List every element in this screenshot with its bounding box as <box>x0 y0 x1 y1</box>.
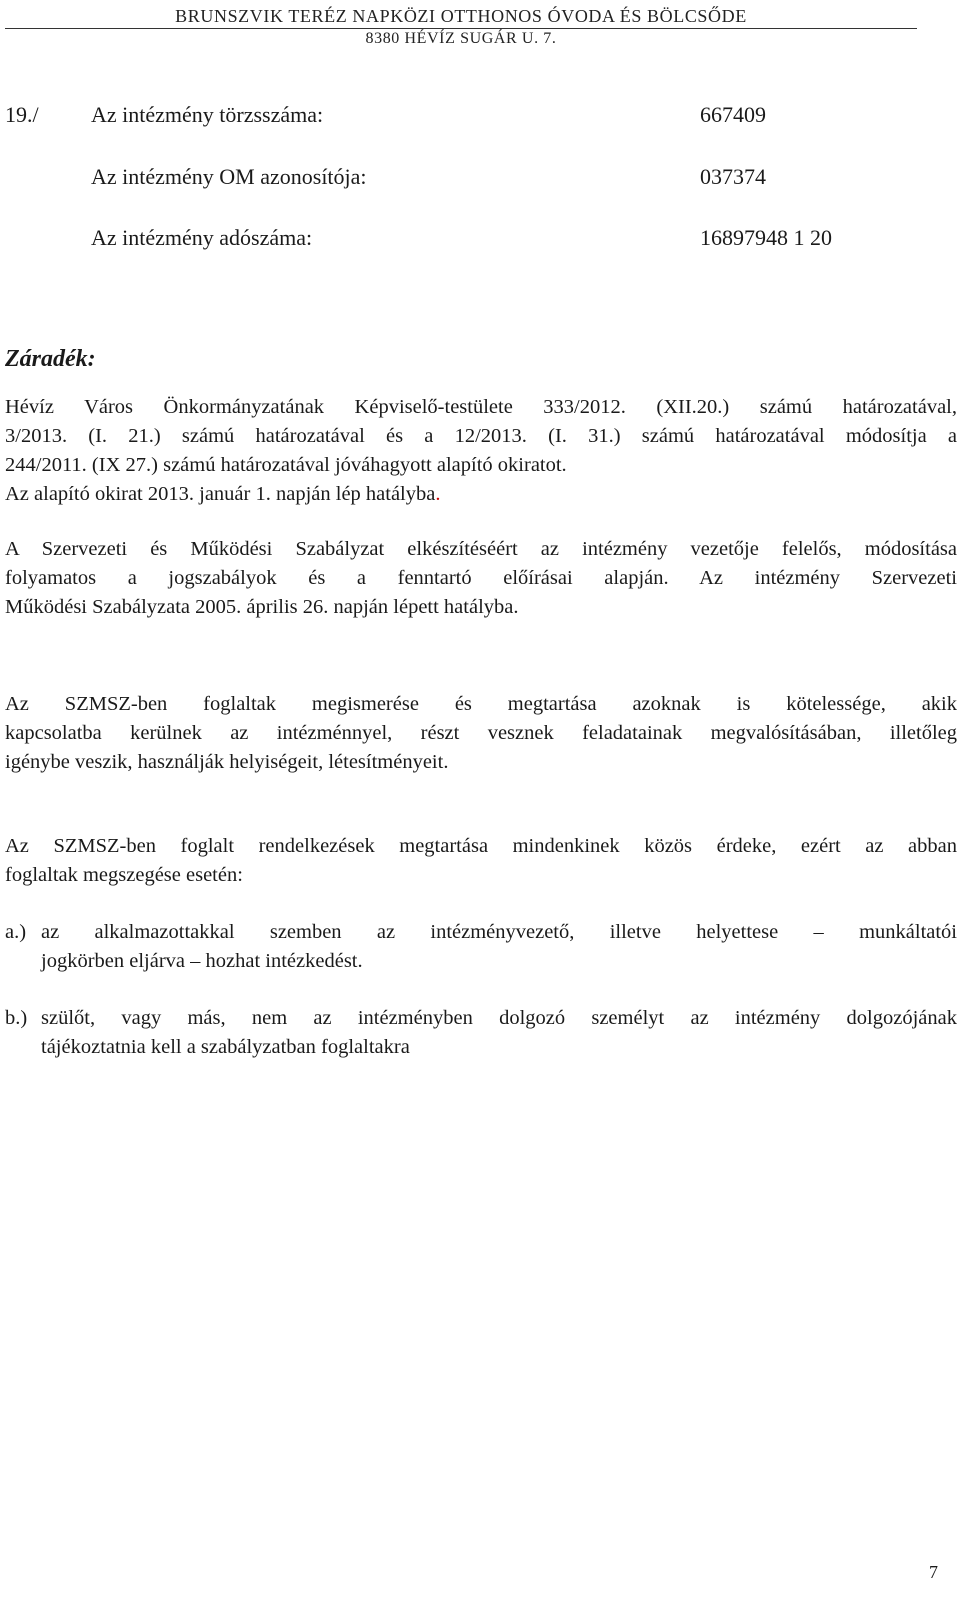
list-line: tájékoztatnia kell a szabályzatban foglaltakra <box>41 1036 410 1058</box>
clause-line <box>5 480 957 509</box>
clause-title: Záradék: <box>5 346 96 372</box>
identifier-value: 037374 <box>700 164 766 189</box>
szmsz-obligation-paragraph <box>5 690 957 777</box>
institution-name: BRUNSZVIK TERÉZ NAPKÖZI OTTHONOS ÓVODA ÉS BÖLCSŐDE <box>175 6 747 26</box>
list-item-text <box>41 1004 957 1062</box>
paragraph-line: A Szervezeti és Működési Szabályzat elkészítéséért az intézmény vezetője felelős, módosítása <box>5 538 957 560</box>
document-header <box>5 4 917 50</box>
list-item-text <box>41 918 957 976</box>
clause-effective-text: Az alapító okirat 2013. január 1. napján lép hatályba <box>5 483 436 505</box>
identifier-label: Az intézmény törzsszáma: <box>91 102 324 127</box>
page-number: 7 <box>929 1562 938 1582</box>
clause-line: 244/2011. (IX 27.) számú határozatával jóváhagyott alapító okiratot. <box>5 454 567 476</box>
paragraph-line: Az SZMSZ-ben foglaltak megismerése és megtartása azoknak is kötelessége, akik <box>5 693 957 715</box>
header-divider <box>5 28 917 29</box>
paragraph-line: Az SZMSZ-ben foglalt rendelkezések megtartása mindenkinek közös érdeke, ezért az abban <box>5 835 957 857</box>
clause-line: 3/2013. (I. 21.) számú határozatával és a 12/2013. (I. 31.) számú határozatával módosítja a <box>5 425 957 447</box>
list-marker: b.) <box>5 1007 28 1029</box>
institution-address: 8380 HÉVÍZ SUGÁR U. 7. <box>365 30 557 47</box>
section-number: 19./ <box>5 102 39 127</box>
paragraph-line: Működési Szabályzata 2005. április 26. napján lépett hatályba. <box>5 596 519 618</box>
list-line: az alkalmazottakkal szemben az intézményvezető, illetve helyettese – munkáltatói <box>41 921 957 943</box>
clause-text <box>5 393 957 509</box>
identifier-label: Az intézmény OM azonosítója: <box>91 164 367 189</box>
szmsz-interest-paragraph <box>5 832 957 890</box>
list-line: szülőt, vagy más, nem az intézményben dolgozó személyt az intézmény dolgozójának <box>41 1007 957 1029</box>
list-marker: a.) <box>5 921 27 943</box>
identifier-value: 16897948 1 20 <box>700 225 832 250</box>
list-line: jogkörben eljárva – hozhat intézkedést. <box>41 950 363 972</box>
szmsz-responsibility-paragraph <box>5 535 957 622</box>
clause-line: Hévíz Város Önkormányzatának Képviselő-testülete 333/2012. (XII.20.) számú határozatával, <box>5 396 957 418</box>
paragraph-line: kapcsolatba kerülnek az intézménnyel, részt vesznek feladatainak megvalósításában, illetőleg <box>5 722 957 744</box>
clause-period: . <box>435 483 441 505</box>
paragraph-line: foglaltak megszegése esetén: <box>5 864 243 886</box>
identifier-value: 667409 <box>700 102 766 127</box>
identifier-label: Az intézmény adószáma: <box>91 225 313 250</box>
paragraph-line: igénybe veszik, használják helyiségeit, létesítményeit. <box>5 751 449 773</box>
paragraph-line: folyamatos a jogszabályok és a fenntartó előírásai alapján. Az intézmény Szervezeti <box>5 567 957 589</box>
